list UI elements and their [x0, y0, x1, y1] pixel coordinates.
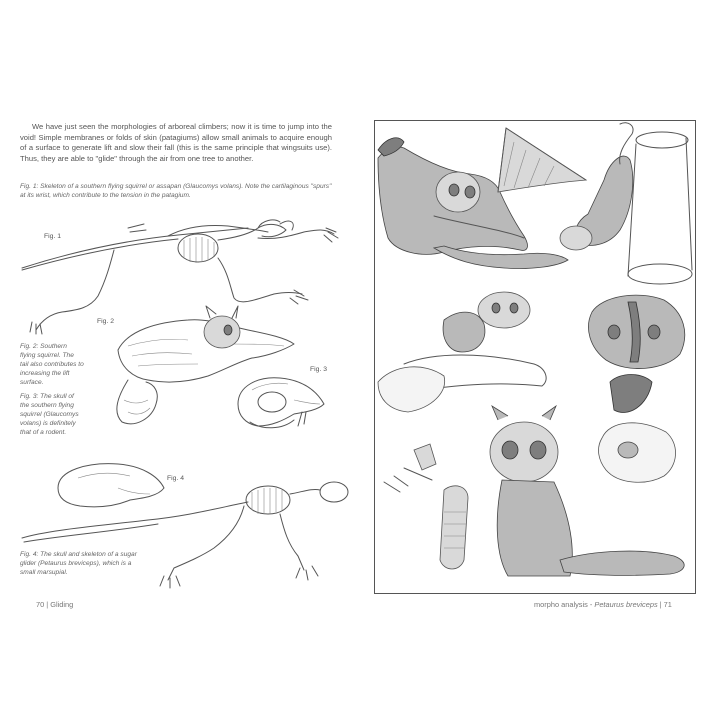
caption-fig4: Fig. 4: The skull and skeleton of a sugar glider (Petaurus breviceps), which is a small marsupial.	[20, 551, 137, 576]
membrane-sketch	[498, 128, 586, 192]
resting-glider-sketch	[378, 292, 546, 412]
page-number-left: 70 | Gliding	[36, 600, 74, 609]
face-closeup-sketch	[588, 295, 684, 412]
fig3-label: Fig. 3	[310, 366, 327, 373]
fig4-skeleton-drawing	[18, 458, 348, 588]
intro-paragraph: We have just seen the morphologies of arboreal climbers; now it is time to jump into the void! Simple membranes or folds of skin (patagiums) allow small animals to acquire enough of a surface to generate lift and slow their fall (this is the same principle that wingsuits use). Thus, they are able to "glide" through the air from one tree to another.	[20, 122, 332, 163]
caption-fig3: Fig. 3: The skull of the southern flying squirrel (Glaucomys volans) is definitely that of a rodent.	[20, 393, 79, 436]
fig1-label: Fig. 1	[44, 233, 61, 240]
caption-fig1: Fig. 1: Skeleton of a southern flying squirrel or assapan (Glaucomys volans). Note the cartilaginous "spurs" at its wrist, which contribute to the tension in the patagium.	[20, 183, 332, 199]
hanging-glider-sketch	[560, 123, 692, 284]
footer-right-prefix: morpho analysis -	[534, 600, 595, 609]
fig2-label: Fig. 2	[97, 318, 114, 325]
fig3-skull-drawing	[232, 370, 332, 440]
footer-right-suffix: | 71	[657, 600, 672, 609]
footer-right-species: Petaurus breviceps	[594, 600, 658, 609]
page-number-right	[534, 600, 672, 609]
skull-sketch	[599, 423, 676, 482]
caption-fig2: Fig. 2: Southern flying squirrel. The tail also contributes to increasing the lift surface.	[20, 343, 84, 386]
limb-bones-sketch	[384, 444, 468, 569]
sugar-glider-sketches	[374, 120, 696, 594]
fig4-label: Fig. 4	[167, 475, 184, 482]
